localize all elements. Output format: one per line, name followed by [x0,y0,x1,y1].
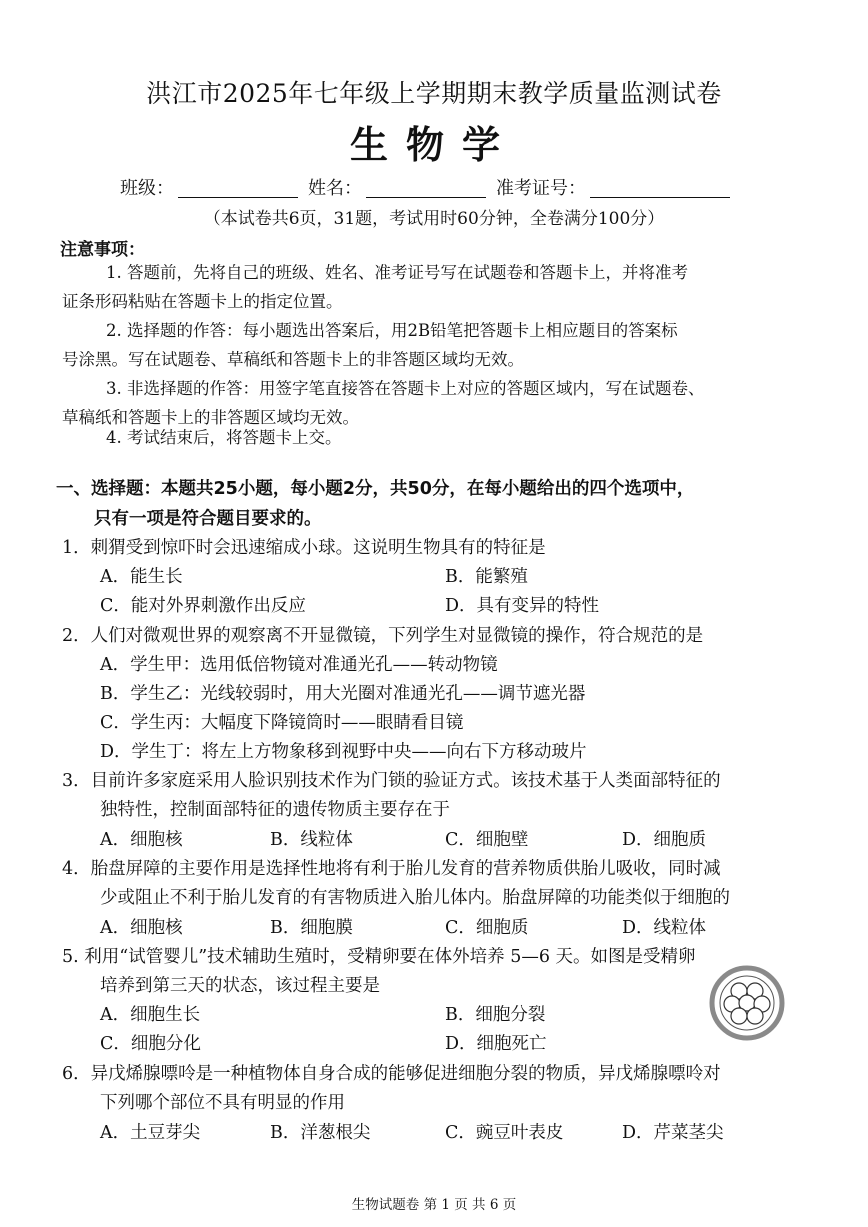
question-4-stem: 4．胎盘屏障的主要作用是选择性地将有利于胎儿发育的营养物质供胎儿吸收，同时减 [62,859,721,879]
notice-line: 3. 非选择题的作答：用签字笔直接答在答题卡上对应的答题区域内，写在试题卷、 [106,379,705,398]
notice-line: 号涂黑。写在试题卷、草稿纸和答题卡上的非答题区域均无效。 [62,350,524,369]
id-label: 准考证号： [496,178,586,199]
q2-option-c[interactable]: C．学生丙：大幅度下降镜筒时——眼睛看目镜 [100,713,464,733]
q2-option-a[interactable]: A．学生甲：选用低倍物镜对准通光孔——转动物镜 [100,655,498,675]
question-5-stem: 5. 利用“试管婴儿”技术辅助生殖时，受精卵要在体外培养 5—6 天。如图是受精卵 [62,947,696,967]
q4-option-b[interactable]: B．细胞膜 [270,918,353,938]
q3-option-d[interactable]: D．细胞质 [622,830,707,850]
notice-heading: 注意事项： [60,240,145,260]
notice-item [62,423,814,452]
subject-title: 生物学 [349,123,518,167]
q4-option-a[interactable]: A．细胞核 [100,918,183,938]
q5-option-c[interactable]: C．细胞分化 [100,1034,201,1054]
notice-item [62,316,814,374]
question-4-stem-cont: 少或阻止不利于胎儿发育的有害物质进入胎儿体内。胎盘屏障的功能类似于细胞的 [100,888,730,908]
q1-option-b[interactable]: B．能繁殖 [445,567,528,587]
q3-option-c[interactable]: C．细胞壁 [445,830,529,850]
q6-option-a[interactable]: A．土豆芽尖 [100,1123,201,1143]
q5-option-d[interactable]: D．细胞死亡 [445,1034,547,1054]
question-1-stem: 1．刺猬受到惊吓时会迅速缩成小球。这说明生物具有的特征是 [62,538,546,558]
question-3-stem: 3．目前许多家庭采用人脸识别技术作为门锁的验证方式。该技术基于人类面部特征的 [62,771,721,791]
name-label: 姓名： [308,178,362,199]
class-blank[interactable] [178,179,298,198]
page-footer: 生物试题卷 第 1 页 共 6 页 [351,1197,517,1213]
q6-option-c[interactable]: C．豌豆叶表皮 [445,1123,564,1143]
id-blank[interactable] [590,179,730,198]
q5-option-b[interactable]: B．细胞分裂 [445,1005,546,1025]
question-3-stem-cont: 独特性，控制面部特征的遗传物质主要存在于 [100,800,450,820]
notice-line: 2. 选择题的作答：每小题选出答案后，用2B铅笔把答题卡上相应题目的答案标 [106,321,678,340]
q1-option-a[interactable]: A．能生长 [100,567,183,587]
q1-option-c[interactable]: C．能对外界刺激作出反应 [100,596,306,616]
exam-title: 洪江市2025年七年级上学期期末教学质量监测试卷 [146,79,722,108]
blastomere [731,1008,747,1024]
section-heading: 一、选择题：本题共25小题，每小题2分，共50分，在每小题给出的四个选项中， 只有一项是符合题目要求的。 [56,479,695,529]
class-label: 班级： [120,178,174,199]
question-6-stem: 6．异戊烯腺嘌呤是一种植物体自身合成的能够促进细胞分裂的物质，异戊烯腺嘌呤对 [62,1064,721,1084]
notice-line: 草稿纸和答题卡上的非答题区域均无效。 [62,408,359,427]
q5-option-a[interactable]: A．细胞生长 [100,1005,201,1025]
q2-option-d[interactable]: D．学生丁：将左上方物象移到视野中央——向右下方移动玻片 [100,742,587,762]
exam-info: （本试卷共6页，31题，考试用时60分钟，全卷满分100分） [203,209,665,229]
q3-option-a[interactable]: A．细胞核 [100,830,183,850]
q6-option-d[interactable]: D．芹菜茎尖 [622,1123,724,1143]
notice-line: 证条形码粘贴在答题卡上的指定位置。 [62,292,343,311]
notice-line: 4. 考试结束后，将答题卡上交。 [106,428,342,447]
notice-item [62,258,814,316]
question-6-stem-cont: 下列哪个部位不具有明显的作用 [100,1093,345,1113]
blastomere [747,1008,763,1024]
q4-option-c[interactable]: C．细胞质 [445,918,529,938]
question-5-stem-cont: 培养到第三天的状态，该过程主要是 [100,976,380,996]
notice-line: 1. 答题前，先将自己的班级、姓名、准考证号写在试题卷和答题卡上，并将准考 [106,263,688,282]
q1-option-d[interactable]: D．具有变异的特性 [445,596,600,616]
q2-option-b[interactable]: B．学生乙：光线较弱时，用大光圈对准通光孔——调节遮光器 [100,684,586,704]
question-2-stem: 2．人们对微观世界的观察离不开显微镜，下列学生对显微镜的操作，符合规范的是 [62,626,704,646]
embryo-cell-figure [709,965,785,1041]
q6-option-b[interactable]: B．洋葱根尖 [270,1123,371,1143]
q3-option-b[interactable]: B．线粒体 [270,830,353,850]
q4-option-d[interactable]: D．线粒体 [622,918,707,938]
student-info-row [120,174,740,200]
name-blank[interactable] [366,179,486,198]
